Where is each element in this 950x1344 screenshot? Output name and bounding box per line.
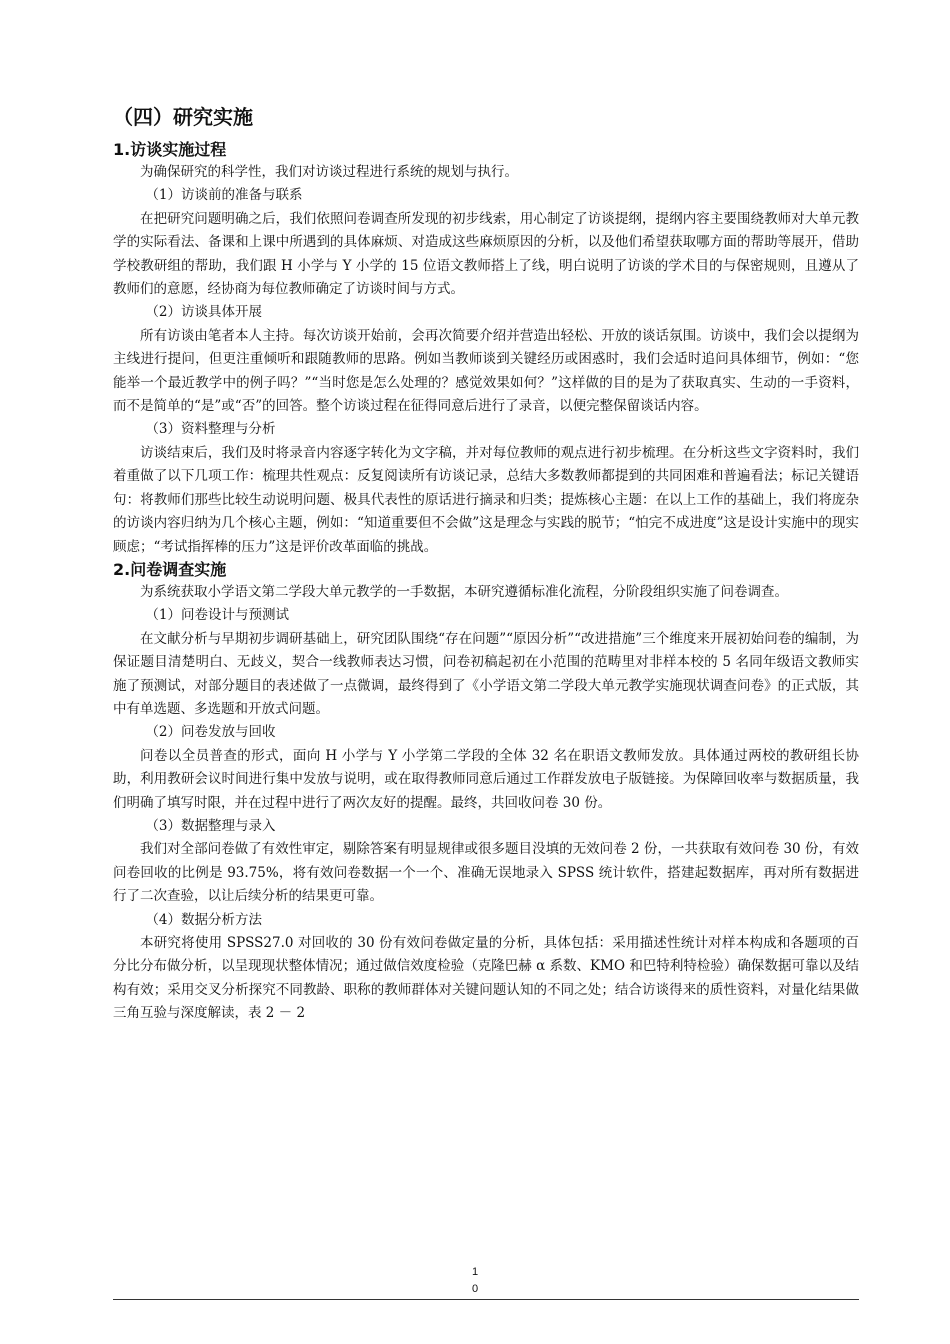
subsection-title-interview: 1.访谈实施过程 [113,140,227,159]
paragraph: 本研究将使用 SPSS27.0 对回收的 30 份有效问卷做定量的分析，具体包括：采用描述性统计对样本构成和各题项的百分比分布做分析，以呈现现状整体情况；通过做信效度检验（克隆巴赫 α 系数、KMO 和巴特利特检验）确保数据可靠以及结构有效；采用交叉分析探究不同教龄、职称的教师群体对关键问题认知的不同之处；结合访谈得来的质性资料，对量化结果做三角互验与深度解读，表 2 － 2 [113,935,859,1022]
item-heading: （1）问卷设计与预测试 [145,607,289,624]
document-body [113,103,859,1026]
paragraph: 问卷以全员普查的形式，面向 H 小学与 Y 小学第二学段的全体 32 名在职语文教师发放。具体通过两校的教研组长协助，利用教研会议时间进行集中发放与说明，或在取得教师同意后通过工作群发放电子版链接。为保障回收率与数据质量，我们明确了填写时限，并在过程中进行了两次友好的提醒。最终，共回收问卷 30 份。 [113,747,859,811]
item-heading: （1）访谈前的准备与联系 [145,187,303,204]
item-heading: （2）问卷发放与回收 [145,724,276,741]
item-heading: （3）资料整理与分析 [145,421,276,438]
paragraph: 在把研究问题明确之后，我们依照问卷调查所发现的初步线索，用心制定了访谈提纲，提纲内容主要围绕教师对大单元教学的实际看法、备课和上课中所遇到的具体麻烦、对造成这些麻烦原因的分析，以及他们希望获取哪方面的帮助等展开，借助学校教研组的帮助，我们跟 H 小学与 Y 小学的 15 位语文教师搭上了线，明白说明了访谈的学术目的与保密规则，且遵从了教师们的意愿，经协商为每位教师确定了访谈时间与方式。 [113,210,859,298]
item-heading: （2）访谈具体开展 [145,304,262,321]
section-heading: （四）研究实施 [113,105,253,129]
page-number-line-2: 0 [471,1283,479,1295]
page-number-line-1: 1 [471,1266,479,1278]
footer-divider [113,1299,859,1300]
item-heading: （3）数据整理与录入 [145,817,276,834]
item-heading: （4）数据分析方法 [145,911,262,928]
paragraph: 为确保研究的科学性，我们对访谈过程进行系统的规划与执行。 [140,164,518,180]
paragraph: 所有访谈由笔者本人主持。每次访谈开始前，会再次简要介绍并营造出轻松、开放的谈话氛围。访谈中，我们会以提纲为主线进行提问，但更注重倾听和跟随教师的思路。例如当教师谈到关键经历或困惑时，我们会适时追问具体细节，例如：“您能举一个最近教学中的例子吗？”“当时您是怎么处理的？感觉效果如何？”这样做的目的是为了获取真实、生动的一手资料，而不是简单的“是”或“否”的回答。整个访谈过程在征得同意后进行了录音，以便完整保留谈话内容。 [113,327,859,415]
paragraph: 为系统获取小学语文第二学段大单元教学的一手数据，本研究遵循标准化流程，分阶段组织实施了问卷调查。 [140,583,788,600]
paragraph: 在文献分析与早期初步调研基础上，研究团队围绕“存在问题”“原因分析”“改进措施”三个维度来开展初始问卷的编制，为保证题目清楚明白、无歧义，契合一线教师表达习惯，问卷初稿起初在小范围的范畴里对非样本校的 5 名同年级语文教师实施了预测试，对部分题目的表述做了一点微调，最终得到了《小学语文第二学段大单元教学实施现状调查问卷》的正式版，其中有单选题、多选题和开放式问题。 [113,630,859,717]
subsection-title-survey: 2.问卷调查实施 [113,559,227,579]
paragraph: 访谈结束后，我们及时将录音内容逐字转化为文字稿，并对每位教师的观点进行初步梳理。在分析这些文字资料时，我们着重做了以下几项工作：梳理共性观点：反复阅读所有访谈记录，总结大多数教师都提到的共同困难和普遍看法；标记关键语句：将教师们那些比较生动说明问题、极具代表性的原话进行摘录和归类；提炼核心主题：在以上工作的基础上，我们将庞杂的访谈内容归纳为几个核心主题，例如：“知道重要但不会做”这是理念与实践的脱节；“怕完不成进度”这是设计实施中的现实顾虑；“考试指挥棒的压力”这是评价改革面临的挑战。 [113,444,859,555]
paragraph: 我们对全部问卷做了有效性审定，剔除答案有明显规律或很多题目没填的无效问卷 2 份，一共获取有效问卷 30 份，有效问卷回收的比例是 93.75%，将有效问卷数据一个一个、准确无误地录入 SPSS 统计软件，搭建起数据库，再对所有数据进行了二次查验，以让后续分析的结果更可靠。 [113,841,859,905]
